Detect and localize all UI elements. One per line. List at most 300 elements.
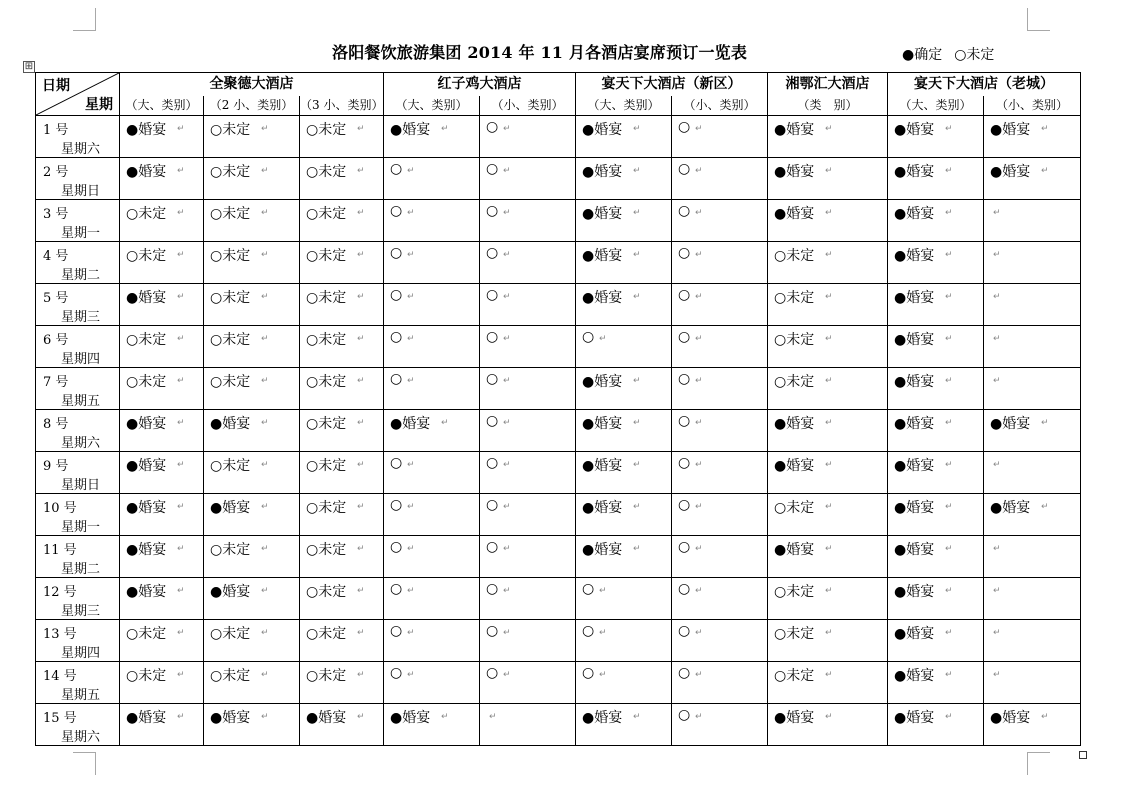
booking-status-pending: ○未定 [210,626,251,642]
paragraph-mark-icon: ↵ [177,292,185,302]
booking-cell[interactable] [384,536,480,578]
subheader: （类 别） [768,96,888,116]
booking-cell[interactable] [672,368,768,410]
booking-cell[interactable] [768,326,888,368]
booking-cell[interactable] [888,620,984,662]
booking-cell[interactable] [888,158,984,200]
booking-cell[interactable] [120,536,204,578]
booking-status-confirmed: ●婚宴 [894,500,935,516]
paragraph-mark-icon: ↵ [825,250,833,260]
booking-status-pending: ○ [390,161,403,177]
paragraph-mark-icon: ↵ [993,544,1001,554]
date-cell[interactable] [36,242,120,284]
booking-status-confirmed: ●婚宴 [306,710,347,726]
paragraph-mark-icon: ↵ [177,208,185,218]
booking-cell[interactable] [120,242,204,284]
booking-status-confirmed: ●婚宴 [774,206,815,222]
booking-status-confirmed: ●婚宴 [990,710,1031,726]
booking-cell[interactable] [300,116,384,158]
booking-cell[interactable] [204,452,300,494]
booking-cell[interactable] [672,410,768,452]
paragraph-mark-icon: ↵ [993,208,1001,218]
booking-cell[interactable] [480,662,576,704]
booking-status-pending: ○未定 [210,164,251,180]
booking-cell[interactable] [984,494,1081,536]
paragraph-mark-icon: ↵ [357,208,365,218]
booking-cell[interactable] [384,620,480,662]
booking-cell[interactable] [204,242,300,284]
paragraph-mark-icon: ↵ [407,250,415,260]
booking-status-confirmed: ●婚宴 [774,458,815,474]
booking-status-confirmed: ●婚宴 [582,374,623,390]
paragraph-mark-icon: ↵ [407,586,415,596]
booking-cell[interactable] [576,536,672,578]
paragraph-mark-icon: ↵ [177,628,185,638]
subheader: （小、类别） [984,96,1081,116]
booking-cell[interactable] [672,662,768,704]
weekday: 星期六 [61,730,101,745]
booking-cell[interactable] [672,536,768,578]
paragraph-mark-icon: ↵ [177,124,185,134]
booking-cell[interactable] [576,662,672,704]
booking-status-pending: ○ [678,161,691,177]
paragraph-mark-icon: ↵ [695,712,703,722]
booking-cell[interactable] [672,620,768,662]
paragraph-mark-icon: ↵ [357,712,365,722]
paragraph-mark-icon: ↵ [825,208,833,218]
table-row [36,368,1081,410]
hotel-header-quanjude: 全聚德大酒店 [120,73,384,96]
booking-status-confirmed: ●婚宴 [894,248,935,264]
booking-cell[interactable] [204,410,300,452]
booking-status-confirmed: ●婚宴 [126,500,167,516]
booking-cell[interactable] [576,158,672,200]
table-row [36,578,1081,620]
booking-cell[interactable] [672,242,768,284]
booking-cell[interactable] [576,242,672,284]
booking-cell[interactable] [480,116,576,158]
date-cell[interactable] [36,326,120,368]
date-cell[interactable] [36,410,120,452]
paragraph-mark-icon: ↵ [633,124,641,134]
booking-cell[interactable] [768,158,888,200]
booking-status-pending: ○ [486,371,499,387]
booking-status-pending: ○未定 [774,500,815,516]
booking-cell[interactable] [480,242,576,284]
date-cell[interactable] [36,452,120,494]
booking-status-confirmed: ●婚宴 [894,122,935,138]
booking-cell[interactable] [120,116,204,158]
paragraph-mark-icon: ↵ [407,334,415,344]
booking-cell[interactable] [120,368,204,410]
booking-cell[interactable] [888,662,984,704]
booking-cell[interactable] [984,452,1081,494]
booking-cell[interactable] [576,578,672,620]
booking-status-pending: ○ [390,539,403,555]
booking-cell[interactable] [300,452,384,494]
date-cell[interactable] [36,536,120,578]
paragraph-mark-icon: ↵ [261,460,269,470]
booking-cell[interactable] [672,326,768,368]
booking-status-pending: ○未定 [306,374,347,390]
booking-cell[interactable] [384,200,480,242]
date-number: 2 号 [43,165,69,180]
booking-status-confirmed: ●婚宴 [894,458,935,474]
booking-cell[interactable] [984,242,1081,284]
booking-status-pending: ○ [390,245,403,261]
table-row [36,452,1081,494]
paragraph-mark-icon: ↵ [177,334,185,344]
paragraph-mark-icon: ↵ [441,124,449,134]
booking-cell[interactable] [768,494,888,536]
booking-status-pending: ○ [678,539,691,555]
booking-status-confirmed: ●婚宴 [582,458,623,474]
paragraph-mark-icon: ↵ [695,670,703,680]
booking-table [35,72,1081,746]
paragraph-mark-icon: ↵ [261,376,269,386]
paragraph-mark-icon: ↵ [825,670,833,680]
booking-cell[interactable] [384,578,480,620]
booking-cell[interactable] [120,662,204,704]
weekday: 星期五 [61,394,101,409]
booking-status-pending: ○ [678,413,691,429]
booking-cell[interactable] [768,410,888,452]
booking-status-confirmed: ●婚宴 [894,416,935,432]
date-cell[interactable] [36,494,120,536]
booking-status-confirmed: ●婚宴 [126,122,167,138]
booking-cell[interactable] [480,368,576,410]
booking-cell[interactable] [768,116,888,158]
booking-status-pending: ○ [390,455,403,471]
booking-cell[interactable] [984,284,1081,326]
booking-status-pending: ○ [390,497,403,513]
booking-cell[interactable] [480,452,576,494]
paragraph-mark-icon: ↵ [407,670,415,680]
booking-cell[interactable] [768,662,888,704]
booking-status-pending: ○未定 [210,668,251,684]
subheader: （大、类别） [576,96,672,116]
booking-status-pending: ○ [582,329,595,345]
paragraph-mark-icon: ↵ [503,334,511,344]
booking-cell[interactable] [576,200,672,242]
booking-cell[interactable] [888,578,984,620]
booking-cell[interactable] [888,242,984,284]
booking-cell[interactable] [384,452,480,494]
booking-status-confirmed: ●婚宴 [582,122,623,138]
booking-cell[interactable] [300,326,384,368]
booking-cell[interactable] [576,704,672,746]
booking-cell[interactable] [984,410,1081,452]
booking-cell[interactable] [984,158,1081,200]
paragraph-mark-icon: ↵ [945,250,953,260]
booking-status-confirmed: ●婚宴 [126,290,167,306]
booking-status-confirmed: ●婚宴 [582,290,623,306]
booking-status-confirmed: ●婚宴 [894,332,935,348]
booking-cell[interactable] [480,410,576,452]
booking-status-pending: ○未定 [126,626,167,642]
booking-status-pending: ○ [582,665,595,681]
booking-cell[interactable] [300,494,384,536]
booking-cell[interactable] [120,620,204,662]
booking-status-pending: ○ [486,539,499,555]
booking-cell[interactable] [300,620,384,662]
booking-cell[interactable] [384,494,480,536]
booking-cell[interactable] [204,578,300,620]
paragraph-mark-icon: ↵ [503,628,511,638]
booking-status-pending: ○未定 [210,542,251,558]
booking-cell[interactable] [120,284,204,326]
booking-cell[interactable] [204,620,300,662]
booking-status-confirmed: ●婚宴 [774,710,815,726]
subheader: （2 小、类别） [204,96,300,116]
booking-cell[interactable] [120,200,204,242]
paragraph-mark-icon: ↵ [357,376,365,386]
booking-cell[interactable] [888,410,984,452]
booking-cell[interactable] [300,410,384,452]
weekday: 星期四 [61,646,101,661]
booking-status-pending: ○ [390,581,403,597]
booking-cell[interactable] [672,158,768,200]
booking-status-confirmed: ●婚宴 [390,416,431,432]
booking-cell[interactable] [204,536,300,578]
booking-cell[interactable] [672,116,768,158]
booking-cell[interactable] [480,284,576,326]
booking-cell[interactable] [204,662,300,704]
booking-cell[interactable] [204,284,300,326]
booking-cell[interactable] [300,242,384,284]
booking-cell[interactable] [300,200,384,242]
booking-status-confirmed: ●婚宴 [774,542,815,558]
booking-cell[interactable] [300,284,384,326]
booking-cell[interactable] [984,536,1081,578]
booking-cell[interactable] [576,326,672,368]
booking-cell[interactable] [300,368,384,410]
booking-cell[interactable] [384,410,480,452]
booking-cell[interactable] [768,284,888,326]
date-cell[interactable] [36,620,120,662]
paragraph-mark-icon: ↵ [1041,166,1049,176]
booking-cell[interactable] [384,326,480,368]
booking-cell[interactable] [888,326,984,368]
paragraph-mark-icon: ↵ [633,712,641,722]
paragraph-mark-icon: ↵ [503,460,511,470]
booking-cell[interactable] [120,158,204,200]
booking-status-pending: ○ [678,119,691,135]
booking-cell[interactable] [300,158,384,200]
booking-cell[interactable] [300,536,384,578]
paragraph-mark-icon: ↵ [261,166,269,176]
booking-cell[interactable] [768,200,888,242]
booking-cell[interactable] [672,704,768,746]
booking-cell[interactable] [480,326,576,368]
booking-cell[interactable] [888,116,984,158]
date-number: 15 号 [43,711,77,726]
booking-cell[interactable] [480,200,576,242]
booking-cell[interactable] [204,200,300,242]
booking-cell[interactable] [300,578,384,620]
paragraph-mark-icon: ↵ [261,712,269,722]
booking-cell[interactable] [888,452,984,494]
paragraph-mark-icon: ↵ [503,208,511,218]
booking-cell[interactable] [888,284,984,326]
booking-cell[interactable] [120,326,204,368]
booking-cell[interactable] [204,326,300,368]
paragraph-mark-icon: ↵ [945,502,953,512]
table-row [36,410,1081,452]
paragraph-mark-icon: ↵ [633,460,641,470]
booking-cell[interactable] [768,536,888,578]
booking-cell[interactable] [300,704,384,746]
booking-cell[interactable] [888,200,984,242]
booking-status-confirmed: ●婚宴 [210,500,251,516]
paragraph-mark-icon: ↵ [503,376,511,386]
subheader: （大、类别） [384,96,480,116]
booking-cell[interactable] [480,704,576,746]
booking-status-pending: ○未定 [774,248,815,264]
weekday: 星期三 [61,604,101,619]
booking-cell[interactable] [576,116,672,158]
booking-status-pending: ○未定 [774,332,815,348]
booking-cell[interactable] [768,704,888,746]
booking-cell[interactable] [888,536,984,578]
date-week-header [36,73,120,116]
booking-status-pending: ○未定 [126,248,167,264]
booking-status-confirmed: ●婚宴 [390,122,431,138]
date-cell[interactable] [36,200,120,242]
booking-cell[interactable] [480,536,576,578]
booking-cell[interactable] [384,368,480,410]
paragraph-mark-icon: ↵ [695,376,703,386]
booking-cell[interactable] [984,704,1081,746]
booking-cell[interactable] [204,368,300,410]
booking-cell[interactable] [888,704,984,746]
table-row [36,326,1081,368]
booking-status-pending: ○ [486,329,499,345]
paragraph-mark-icon: ↵ [407,376,415,386]
date-cell[interactable] [36,284,120,326]
table-resize-handle[interactable] [1079,751,1087,759]
booking-cell[interactable] [576,284,672,326]
date-number: 10 号 [43,501,77,516]
booking-cell[interactable] [480,494,576,536]
booking-cell[interactable] [384,662,480,704]
date-cell[interactable] [36,662,120,704]
booking-cell[interactable] [768,452,888,494]
booking-status-pending: ○未定 [306,668,347,684]
booking-cell[interactable] [204,704,300,746]
paragraph-mark-icon: ↵ [503,502,511,512]
booking-cell[interactable] [984,368,1081,410]
booking-cell[interactable] [120,704,204,746]
booking-cell[interactable] [300,662,384,704]
paragraph-mark-icon: ↵ [177,250,185,260]
legend [902,44,994,64]
paragraph-mark-icon: ↵ [177,712,185,722]
date-cell[interactable] [36,578,120,620]
booking-status-pending: ○未定 [210,290,251,306]
booking-cell[interactable] [120,578,204,620]
booking-cell[interactable] [984,662,1081,704]
booking-cell[interactable] [576,494,672,536]
booking-status-pending: ○未定 [306,458,347,474]
booking-status-pending: ○ [486,497,499,513]
booking-cell[interactable] [576,368,672,410]
paragraph-mark-icon: ↵ [177,166,185,176]
header-day-label: 日期 [42,78,70,94]
booking-cell[interactable] [768,620,888,662]
table-row [36,662,1081,704]
booking-status-pending: ○未定 [210,122,251,138]
booking-cell[interactable] [204,494,300,536]
table-row [36,494,1081,536]
booking-cell[interactable] [384,284,480,326]
weekday: 星期三 [61,310,101,325]
paragraph-mark-icon: ↵ [633,544,641,554]
booking-status-pending: ○ [486,665,499,681]
booking-cell[interactable] [480,158,576,200]
booking-status-confirmed: ●婚宴 [894,710,935,726]
booking-cell[interactable] [120,410,204,452]
booking-cell[interactable] [888,494,984,536]
paragraph-mark-icon: ↵ [825,712,833,722]
booking-cell[interactable] [984,116,1081,158]
paragraph-mark-icon: ↵ [945,628,953,638]
paragraph-mark-icon: ↵ [503,166,511,176]
booking-cell[interactable] [204,158,300,200]
booking-cell[interactable] [120,452,204,494]
paragraph-mark-icon: ↵ [407,502,415,512]
weekday: 星期六 [61,436,101,451]
weekday: 星期四 [61,352,101,367]
booking-cell[interactable] [480,578,576,620]
booking-cell[interactable] [768,242,888,284]
booking-cell[interactable] [384,242,480,284]
date-number: 6 号 [43,333,69,348]
booking-cell[interactable] [672,284,768,326]
booking-cell[interactable] [984,620,1081,662]
booking-cell[interactable] [576,410,672,452]
booking-cell[interactable] [888,368,984,410]
paragraph-mark-icon: ↵ [945,586,953,596]
date-cell[interactable] [36,116,120,158]
booking-cell[interactable] [204,116,300,158]
booking-cell[interactable] [984,578,1081,620]
booking-cell[interactable] [768,578,888,620]
booking-cell[interactable] [480,620,576,662]
booking-cell[interactable] [384,158,480,200]
date-cell[interactable] [36,158,120,200]
booking-cell[interactable] [672,578,768,620]
booking-cell[interactable] [768,368,888,410]
booking-cell[interactable] [384,116,480,158]
legend-confirmed: ●确定 [902,47,943,63]
booking-cell[interactable] [984,326,1081,368]
booking-cell[interactable] [672,200,768,242]
table-move-handle-icon[interactable]: ⊞ [24,61,34,72]
booking-cell[interactable] [120,494,204,536]
paragraph-mark-icon: ↵ [357,292,365,302]
booking-cell[interactable] [576,452,672,494]
booking-cell[interactable] [672,494,768,536]
table-row [36,620,1081,662]
date-number: 9 号 [43,459,69,474]
booking-cell[interactable] [984,200,1081,242]
date-cell[interactable] [36,704,120,746]
booking-cell[interactable] [576,620,672,662]
booking-cell[interactable] [384,704,480,746]
booking-cell[interactable] [672,452,768,494]
date-cell[interactable] [36,368,120,410]
